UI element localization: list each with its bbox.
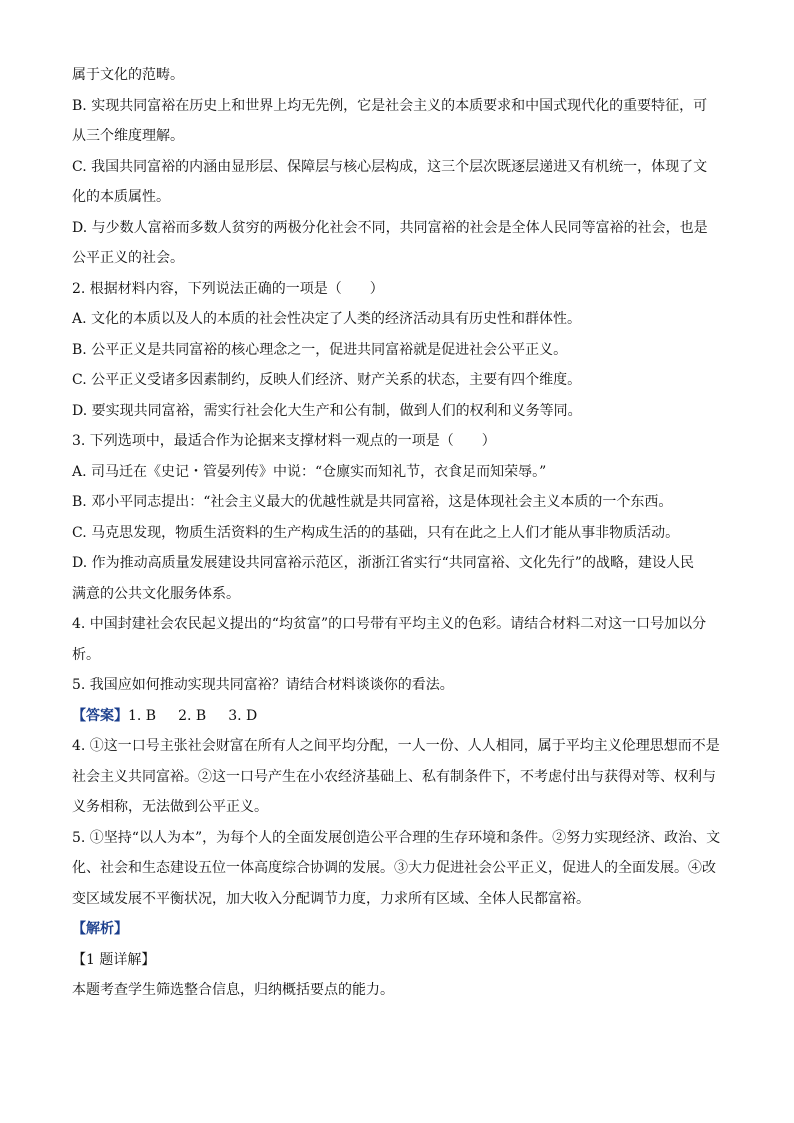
q2-option-b: B. 公平正义是共同富裕的核心理念之一，促进共同富裕就是促进社会公平正义。 <box>72 341 568 358</box>
document-page <box>72 60 724 1006</box>
answer-text-line: 4. ①这一口号主张社会财富在所有人之间平均分配，一人一份、人人相同，属于平均主义伦理思想而不是 <box>72 738 720 754</box>
answer-text-line: 化、社会和生态建设五位一体高度综合协调的发展。③大力促进社会公平正义，促进人的全面发展。④改 <box>72 860 716 876</box>
q3-option-d: D. 作为推动高质量发展建设共同富裕示范区，浙浙江省实行“共同富裕、文化先行”的战略，建设人民 <box>72 555 694 571</box>
option-d-line: D. 与少数人富裕而多数人贫穷的两极分化社会不同，共同富裕的社会是全体人民同等富裕的社会，也是 <box>72 219 708 236</box>
answer-text-line: 变区域发展不平衡状况，加大收入分配调节力度，力求所有区域、全体人民都富裕。 <box>72 890 590 907</box>
answer-text-line: 5. ①坚持“以人为本”，为每个人的全面发展创造公平合理的生存环境和条件。②努力实现经济、政治、文 <box>72 829 721 846</box>
answer-text-line: 义务相称，无法做到公平正义。 <box>72 799 268 815</box>
text-line: 析。 <box>72 646 100 663</box>
text-line: 公平正义的社会。 <box>72 250 184 266</box>
option-b-line: B. 实现共同富裕在历史上和世界上均无先例，它是社会主义的本质要求和中国式现代化的重要特征，可 <box>72 97 708 114</box>
question-5: 5. 我国应如何推动实现共同富裕？请结合材料谈谈你的看法。 <box>72 677 454 693</box>
text-line: 属于文化的范畴。 <box>72 67 184 83</box>
answer-2: 2. B <box>178 707 207 724</box>
answer-3: 3. D <box>228 707 258 724</box>
detail-text: 本题考查学生筛选整合信息，归纳概括要点的能力。 <box>72 982 394 998</box>
q3-option-a: A. 司马迁在《史记・管晏列传》中说：“仓廪实而知礼节，衣食足而知荣辱。” <box>72 463 547 480</box>
question-3: 3. 下列选项中，最适合作为论据来支撑材料一观点的一项是（ ） <box>72 433 496 449</box>
analysis-tag: 【解析】 <box>72 921 128 937</box>
answer-1: 1. B <box>128 707 157 724</box>
text-line: 满意的公共文化服务体系。 <box>72 585 240 602</box>
q2-option-a: A. 文化的本质以及人的本质的社会性决定了人类的经济活动具有历史性和群体性。 <box>72 311 582 327</box>
q2-option-d: D. 要实现共同富裕，需实行社会化大生产和公有制，做到人们的权利和义务等同。 <box>72 402 582 419</box>
q2-option-c: C. 公平正义受诸多因素制约，反映人们经济、财产关系的状态，主要有四个维度。 <box>72 372 582 388</box>
answer-tag: 【答案】 <box>72 707 128 724</box>
question-2: 2. 根据材料内容，下列说法正确的一项是（ ） <box>72 280 384 297</box>
text-line: 从三个维度理解。 <box>72 128 184 144</box>
q3-option-b: B. 邓小平同志提出：“社会主义最大的优越性就是共同富裕，这是体现社会主义本质的一个东西。 <box>72 494 673 510</box>
text-line: 化的本质属性。 <box>72 189 170 205</box>
answer-text-line: 社会主义共同富裕。②这一口号产生在小农经济基础上、私有制条件下，不考虑付出与获得对等、权利与 <box>72 768 716 785</box>
question-4: 4. 中国封建社会农民起义提出的“均贫富”的口号带有平均主义的色彩。请结合材料二对这一口号加以分 <box>72 616 707 632</box>
detail-heading: 【1 题详解】 <box>72 951 156 968</box>
analysis-heading <box>72 914 724 945</box>
q3-option-c: C. 马克思发现，物质生活资料的生产构成生活的的基础，只有在此之上人们才能从事非物质活动。 <box>72 524 680 541</box>
answer-line <box>72 701 724 732</box>
option-c-line: C. 我国共同富裕的内涵由显形层、保障层与核心层构成，这三个层次既逐层递进又有机统一，体现了文 <box>72 158 708 175</box>
